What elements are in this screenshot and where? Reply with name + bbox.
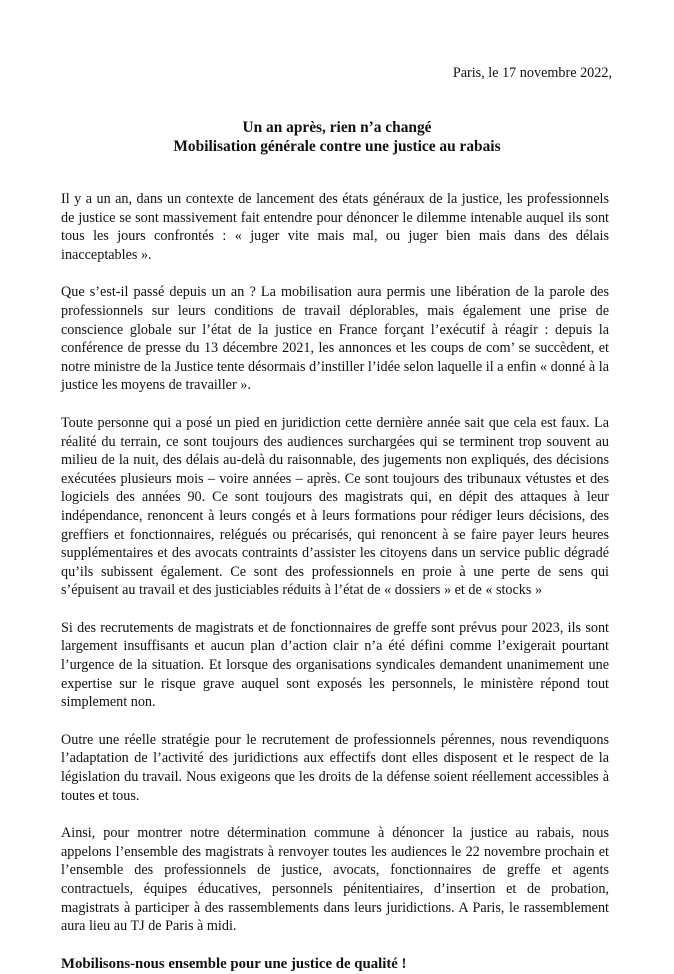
paragraph-2: Que s’est-il passé depuis un an ? La mobilisation aura permis une libération de la parole des professionnels sur leurs conditions de travail déplorables, mais également une prise de conscience globale sur l’état de la justice en France forçant l’exécutif à réagir : depuis la conférence de presse du 13 décembre 2021, les annonces et les coups de com’ se succèdent, et notre ministre de la Justice tente désormais d’instiller l’idée selon laquelle il a enfin « donné à la justice les moyens de travailler ». [61,284,609,394]
document-body [61,190,609,974]
paragraph-5: Outre une réelle stratégie pour le recrutement de professionnels pérennes, nous revendiquons l’adaptation de l’activité des juridictions aux effectifs dont elles disposent et le respect de la législation du travail. Nous exigeons que les droits de la défense soient réellement accessibles à toutes et tous. [61,731,609,804]
title-line-2: Mobilisation générale contre une justice au rabais [173,138,501,155]
paragraph-6: Ainsi, pour montrer notre détermination commune à dénoncer la justice au rabais, nous appelons l’ensemble des magistrats à renvoyer toutes les audiences le 22 novembre prochain et l’ensemble des professionnels de justice, avocats, fonctionnaires de greffe et agents contractuels, équipes éducatives, personnels pénitentiaires, d’insertion et de probation, magistrats à participer à des rassemblements dans leurs juridictions. A Paris, le rassemblement aura lieu au TJ de Paris à midi. [61,825,609,935]
closing-line: Mobilisons-nous ensemble pour une justice de qualité ! [61,955,407,972]
date-line: Paris, le 17 novembre 2022, [452,65,612,81]
paragraph-4: Si des recrutements de magistrats et de fonctionnaires de greffe sont prévus pour 2023, ils sont largement insuffisants et aucun plan d’action clair n’a été défini comme l’exigerait pourtant l’urgence de la situation. Et lorsque des organisations syndicales demandent unanimement une expertise sur le risque grave auquel sont exposés les personnels, le ministère répond tout simplement non. [61,619,609,711]
document-title [0,118,674,156]
paragraph-3: Toute personne qui a posé un pied en juridiction cette dernière année sait que cela est faux. La réalité du terrain, ce sont toujours des audiences surchargées qui se terminent trop souvent au milieu de la nuit, des délais au-delà du raisonnable, des jugements non expliqués, des décisions exécutées plusieurs mois – voire années – après. Ce sont toujours des tribunaux vétustes et des logiciels des années 90. Ce sont toujours des magistrats qui, en dépit des attaques à leur indépendance, renoncent à leurs congés et à leurs formations pour rédiger leurs décisions, des greffiers et fonctionnaires, relégués ou précarisés, qui renoncent à se faire payer leurs heures supplémentaires et des avocats contraints d’assister les citoyens dans un service public dégradé qu’ils subissent également. Ce sont des professionnels en proie à une perte de sens qui s’épuisent au travail et des justiciables réduits à l’état de « dossiers » et de « stocks » [61,414,609,599]
title-line-1: Un an après, rien n’a changé [242,119,432,136]
paragraph-1: Il y a un an, dans un contexte de lancement des états généraux de la justice, les professionnels de justice se sont massivement fait entendre pour dénoncer le dilemme intenable auquel ils sont tous les jours confrontés : « juger vite mais mal, ou juger bien mais dans des délais inacceptables ». [61,191,609,263]
